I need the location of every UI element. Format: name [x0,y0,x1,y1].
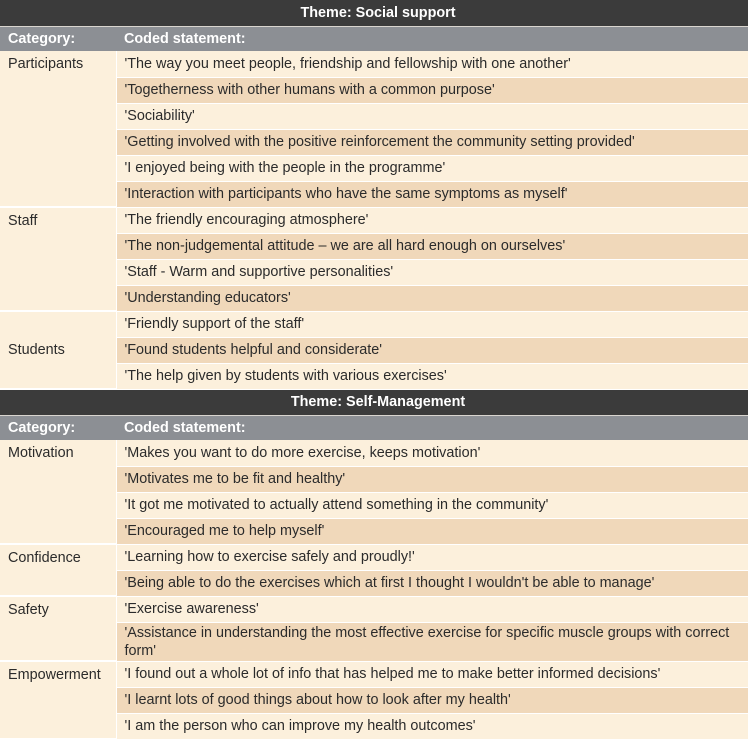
table-row [0,661,748,687]
statement-cell: 'Exercise awareness' [116,596,748,622]
statement-cell: 'The help given by students with various exercises' [116,363,748,389]
category-column-header: Category: [0,26,116,51]
table-row [0,440,748,466]
statement-cell: 'The friendly encouraging atmosphere' [116,207,748,233]
category-cell: Safety [0,596,116,661]
statement-cell: 'Staff - Warm and supportive personalities' [116,259,748,285]
statement-cell: 'Being able to do the exercises which at first I thought I wouldn't be able to manage' [116,570,748,596]
statement-cell: 'I found out a whole lot of info that has helped me to make better informed decisions' [116,661,748,687]
statement-cell: 'The non-judgemental attitude – we are all hard enough on ourselves' [116,233,748,259]
statement-cell: 'I am the person who can improve my health outcomes' [116,713,748,739]
statement-cell: 'Sociability' [116,103,748,129]
theme-title: Theme: Social support [0,0,748,26]
table-row [0,544,748,570]
statement-cell: 'Friendly support of the staff' [116,311,748,337]
statement-cell: 'Learning how to exercise safely and proudly!' [116,544,748,570]
column-header-row [0,415,748,440]
statement-cell: 'Getting involved with the positive reinforcement the community setting provided' [116,129,748,155]
theme-row [0,0,748,26]
theme-title: Theme: Self-Management [0,389,748,415]
table-row [0,51,748,77]
column-header-row [0,26,748,51]
statement-cell: 'It got me motivated to actually attend something in the community' [116,492,748,518]
statement-cell: 'Assistance in understanding the most effective exercise for specific muscle groups with correct form' [116,622,748,661]
category-column-header: Category: [0,415,116,440]
statement-column-header: Coded statement: [116,415,748,440]
statement-cell: 'The way you meet people, friendship and fellowship with one another' [116,51,748,77]
statement-cell: 'Interaction with participants who have the same symptoms as myself' [116,181,748,207]
statement-cell: 'Makes you want to do more exercise, keeps motivation' [116,440,748,466]
category-cell: Motivation [0,440,116,544]
statement-cell: 'I learnt lots of good things about how to look after my health' [116,687,748,713]
table-row [0,311,748,337]
category-cell: Participants [0,51,116,207]
table-row [0,596,748,622]
category-cell: Confidence [0,544,116,596]
statement-cell: 'Motivates me to be fit and healthy' [116,466,748,492]
statement-cell: 'Encouraged me to help myself' [116,518,748,544]
statement-cell: 'Understanding educators' [116,285,748,311]
statement-cell: 'Found students helpful and considerate' [116,337,748,363]
category-cell: Empowerment [0,661,116,739]
statement-cell: 'I enjoyed being with the people in the programme' [116,155,748,181]
theme-row [0,389,748,415]
category-cell: Students [0,311,116,389]
statement-cell: 'Togetherness with other humans with a common purpose' [116,77,748,103]
table-row [0,207,748,233]
statement-column-header: Coded statement: [116,26,748,51]
category-cell: Staff [0,207,116,311]
